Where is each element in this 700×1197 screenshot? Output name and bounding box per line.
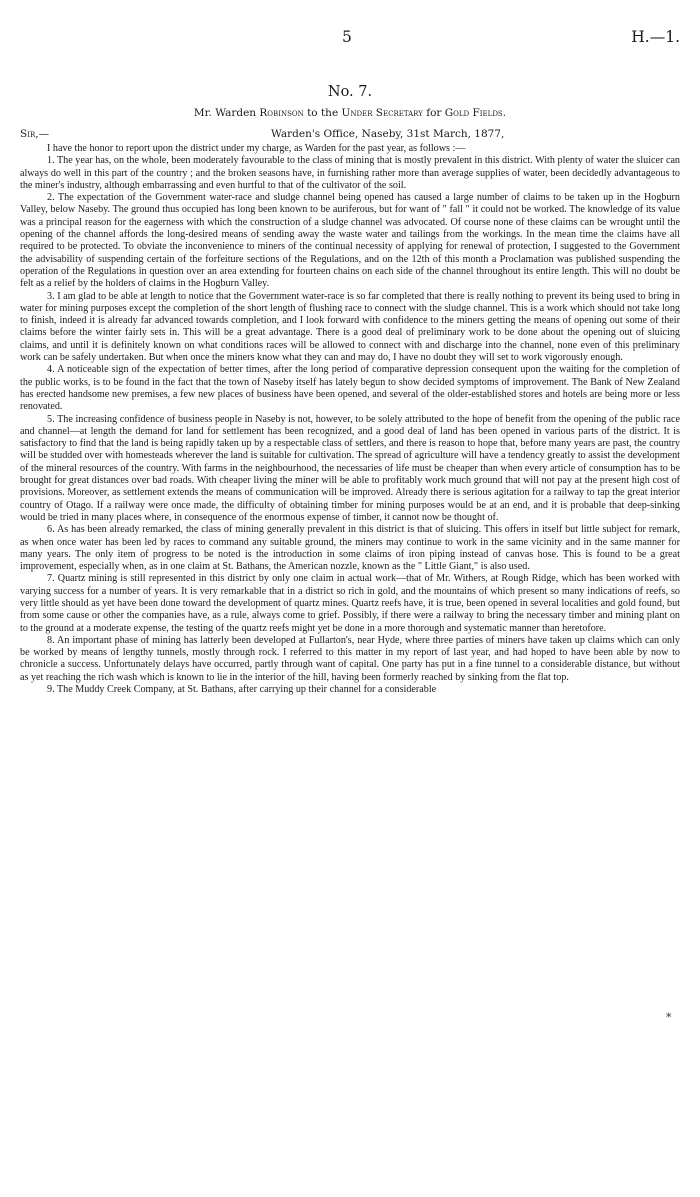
subtitle-name: Robinson [259,107,304,119]
paragraph-3: 3. I am glad to be able at length to notice that the Government water-race is so far completed that there is really nothing to prevent its being used to bring in water for mining purposes except the completion of the short length of flushing race to connect with the sludge channel. This is a work which should not take long to finish, indeed it is already far advanced towards completion, and I look forward with confidence to the miners getting the means of opening out some of their claims before the winter fairly sets in. This will be a great advantage. There is a good deal of preliminary work to be done about the opening out of sluicing claims, and until it is definitely known on what conditions races will be allowed to connect with and discharge into the channel, none even of this preliminary work can be safely undertaken. But when once the miners know what they can and may do, I have no doubt they will set to work vigorously enough. [20,290,680,364]
dateline: Warden's Office, Naseby, 31st March, 1877, [271,128,505,140]
subtitle-end: . [502,107,507,119]
paragraph-7: 7. Quartz mining is still represented in this district by only one claim in actual work—that of Mr. Withers, at Rough Ridge, which has been worked with varying success for a number of years. It is very remarkable that in a district so rich in gold, and the mountains of which present so many indications of reefs, so very little should as yet have been done toward the development of quartz mines. Quartz reefs have, it is true, been opened in several localities and gold found, but from some cause or other the companies have, as a rule, always come to grief. Possibly, if there were a railway to bring the necessary timber and mining plant on to the ground at a moderate expense, the testing of the quartz reefs might yet be done in a more thorough and systematic manner than heretofore. [20,573,680,634]
document-page [20,28,680,696]
paragraph-2: 2. The expectation of the Government water-race and sludge channel being opened has caused a large number of claims to be taken up in the Hogburn Valley, below Naseby. The ground thus occupied has long been known to be auriferous, but for want of " fall " it could not be worked. The knowledge of its value was a principal reason for the eagerness with which the construction of a sludge channel was advocated. Of course none of these claims can be wrought until the opening of the channel affords the long-desired means of sending away the waste water and tailings from the workings. In the mean time the claims have all required to be protected. To obviate the inconvenience to miners of the continual necessity of applying for renewal of protection, I suggested to the Government the advisability of suspending certain of the forfeiture sections of the Regulations, and on the 12th of this month a Proclamation was published suspending the operation of the Regulations in question over an area extending for fourteen chains on each side of the channel throughout its entire length. This will no doubt be felt as a relief by the holders of claims in the Hogburn Valley. [20,192,680,290]
document-subtitle [20,107,680,119]
paragraph-5: 5. The increasing confidence of business people in Naseby is not, however, to be solely attributed to the hope of benefit from the opening of the public race and channel—at length the demand for land for settlement has been recognized, and a good deal of land has been opened in various parts of the district. It is satisfactory to find that the land is being rapidly taken up by a respectable class of settlers, and there is reason to hope that, before many years are past, the country will be studded over with homesteads wherever the land is suitable for cultivation. The spread of agriculture will have a tendency greatly to assist the development of the mineral resources of the country. With farms in the neighbourhood, the necessaries of life must be cheaper than when every article of consumption has to be brought for great distances over bad roads. With cheaper living the miner will be able to profitably work much ground that will not pay at the present high cost of provisions. Moreover, as settlement extends the means of communication will be improved. Already there is serious agitation for a railway to tap the great interior country of Otago. If a railway were once made, the difficulty of obtaining timber for mining purposes would be at an end, and it is probable that deep-sinking would be tried in many places where, in consequence of the enormous expense of timber, it cannot now be thought of. [20,413,680,523]
margin-mark: * [666,1011,672,1024]
subtitle-lead: Mr. Warden [193,107,260,119]
paragraph-1: 1. The year has, on the whole, been moderately favourable to the class of mining that is mostly prevalent in this district. With plenty of water the sluicer can always do well in this part of the country ; and the broken seasons have, in furnishing rather more than average supplies of water, been decidedly advantageous to the miner's industry, although embarrassing and even hurtful to that of the cultivator of the soil. [20,155,680,191]
subtitle-for: for [422,107,445,119]
subtitle-mid: to the [303,107,342,119]
paragraph-8: 8. An important phase of mining has latterly been developed at Fullarton's, near Hyde, where three parties of miners have taken up claims which can only be worked by means of lengthy tunnels, mostly through rock. I referred to this matter in my report of last year, and had hoped to have been able by now to chronicle a success. Unfortunately delays have occurred, partly through want of capital. One party has put in a fine tunnel to a considerable distance, but without as yet reaching the rich wash which is known to lie in the interior of the hill, having been formerly reached by sinking from the flat top. [20,634,680,683]
paragraph-intro: I have the honor to report upon the district under my charge, as Warden for the past year, as follows :— [47,143,466,154]
subtitle-office: Under Secretary [341,107,423,119]
series-code: H.—1. [631,28,680,46]
subtitle-dept: Gold Fields [444,107,503,119]
document-title: No. 7. [327,84,373,100]
paragraph-4: 4. A noticeable sign of the expectation of better times, after the long period of comparative depression consequent upon the waiting for the completion of the public works, is to be found in the fact that the town of Naseby itself has lately begun to show decided symptoms of improvement. The Bank of New Zealand has erected handsome new premises, a few new places of business have been opened, and several of the older-established stores and hotels are being more or less renovated. [20,364,680,413]
body-text [20,143,680,696]
salutation: Sir,— [20,128,50,140]
page-number: 5 [342,28,352,46]
paragraph-6: 6. As has been already remarked, the class of mining generally prevalent in this district is that of sluicing. This offers in itself but little subject for remark, as when once water has been led by races to command any suitable ground, the miners may continue to work in the same vicinity and in the same manner for many years. The only item of progress to be noted is the introduction in some claims of iron piping instead of canvas hose. This is found to be a great improvement, especially when, as in one claim at St. Bathans, the American nozzle, known as the " Little Giant," is also used. [20,524,680,573]
salutation-line [20,128,680,143]
page-header [20,28,680,52]
paragraph-9: 9. The Muddy Creek Company, at St. Bathans, after carrying up their channel for a considerable [47,684,437,696]
